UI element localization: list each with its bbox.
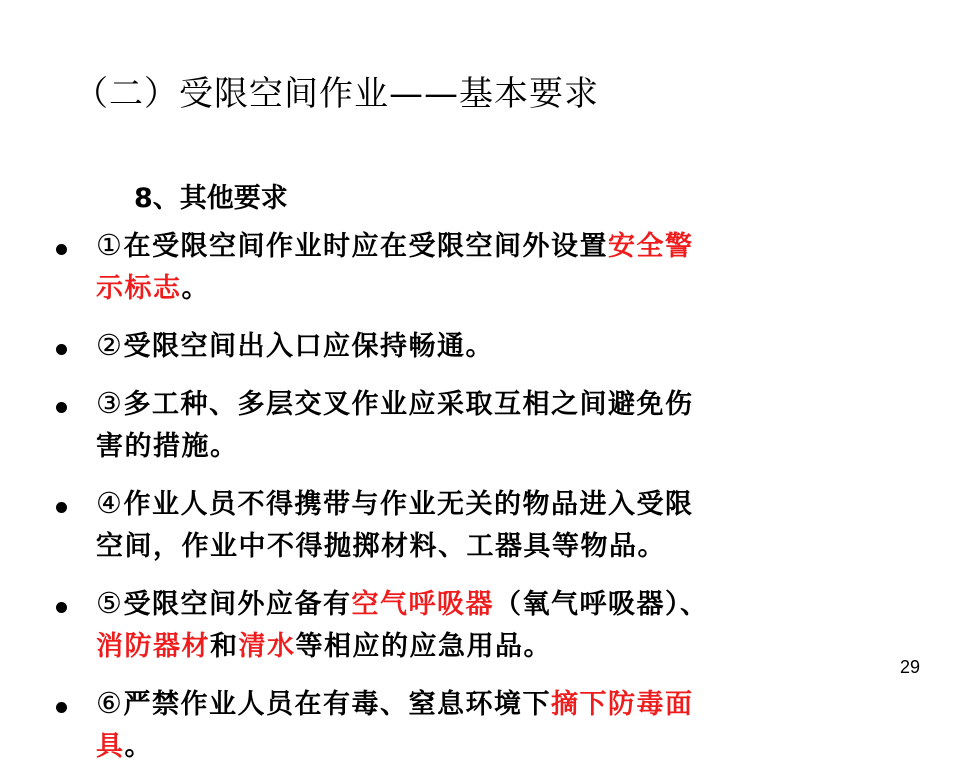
highlight-text: 摘下防毒面 [551,689,694,720]
body-text: 在受限空间作业时应在受限空间外设置 [123,231,608,262]
body-text: 等相应的应急用品。 [295,631,552,662]
bullet-dot-icon [56,244,67,255]
bullet-number: ① [96,228,124,262]
bullet-dot-icon [56,502,67,513]
bullet-number: ⑥ [96,686,124,720]
bullet-item [56,682,896,768]
bullet-item [56,582,896,668]
bullet-line [96,626,896,668]
body-text: 受限空间出入口应保持畅通。 [123,331,494,362]
section-heading: 8、其他要求 [134,183,288,214]
bullet-item [56,324,896,368]
bullet-dot-icon [56,344,67,355]
bullet-line [96,268,896,310]
body-text: 。 [124,731,153,762]
slide-title: （二）受限空间作业——基本要求 [74,74,599,114]
body-text: 严禁作业人员在有毒、窒息环境下 [123,689,551,720]
bullet-line [96,382,896,426]
body-text: 和 [210,631,239,662]
bullet-number: ② [96,328,124,362]
page-number: 29 [899,657,920,677]
bullet-dot-icon [56,702,67,713]
bullet-line [96,482,896,526]
highlight-text: 空气呼吸器 [351,589,494,620]
highlight-text: 清水 [238,631,296,662]
body-text: 害的措施。 [96,431,239,462]
bullet-item [56,382,896,468]
bullet-item [56,482,896,568]
bullet-line [96,726,896,768]
highlight-text: 示标志 [96,273,182,304]
bullet-dot-icon [56,402,67,413]
bullet-line [96,582,896,626]
body-text: （氧气呼吸器）、 [494,589,709,620]
body-text: 受限空间外应备有 [123,589,352,620]
body-text: 多工种、多层交叉作业应采取互相之间避免伤 [123,389,694,420]
body-text: 作业人员不得携带与作业无关的物品进入受限 [123,489,694,520]
body-text: 空间，作业中不得抛掷材料、工器具等物品。 [96,531,666,562]
bullet-number: ⑤ [96,586,124,620]
highlight-text: 安全警 [608,231,694,262]
highlight-text: 具 [96,731,125,762]
bullet-line [96,224,896,268]
bullet-number: ④ [96,486,124,520]
bullet-item [56,224,896,310]
bullet-line [96,426,896,468]
bullet-line [96,324,896,368]
bullet-line [96,682,896,726]
bullet-list [56,224,896,782]
bullet-line [96,526,896,568]
highlight-text: 消防器材 [96,631,210,662]
body-text: 。 [181,273,210,304]
bullet-dot-icon [56,602,67,613]
bullet-number: ③ [96,386,124,420]
